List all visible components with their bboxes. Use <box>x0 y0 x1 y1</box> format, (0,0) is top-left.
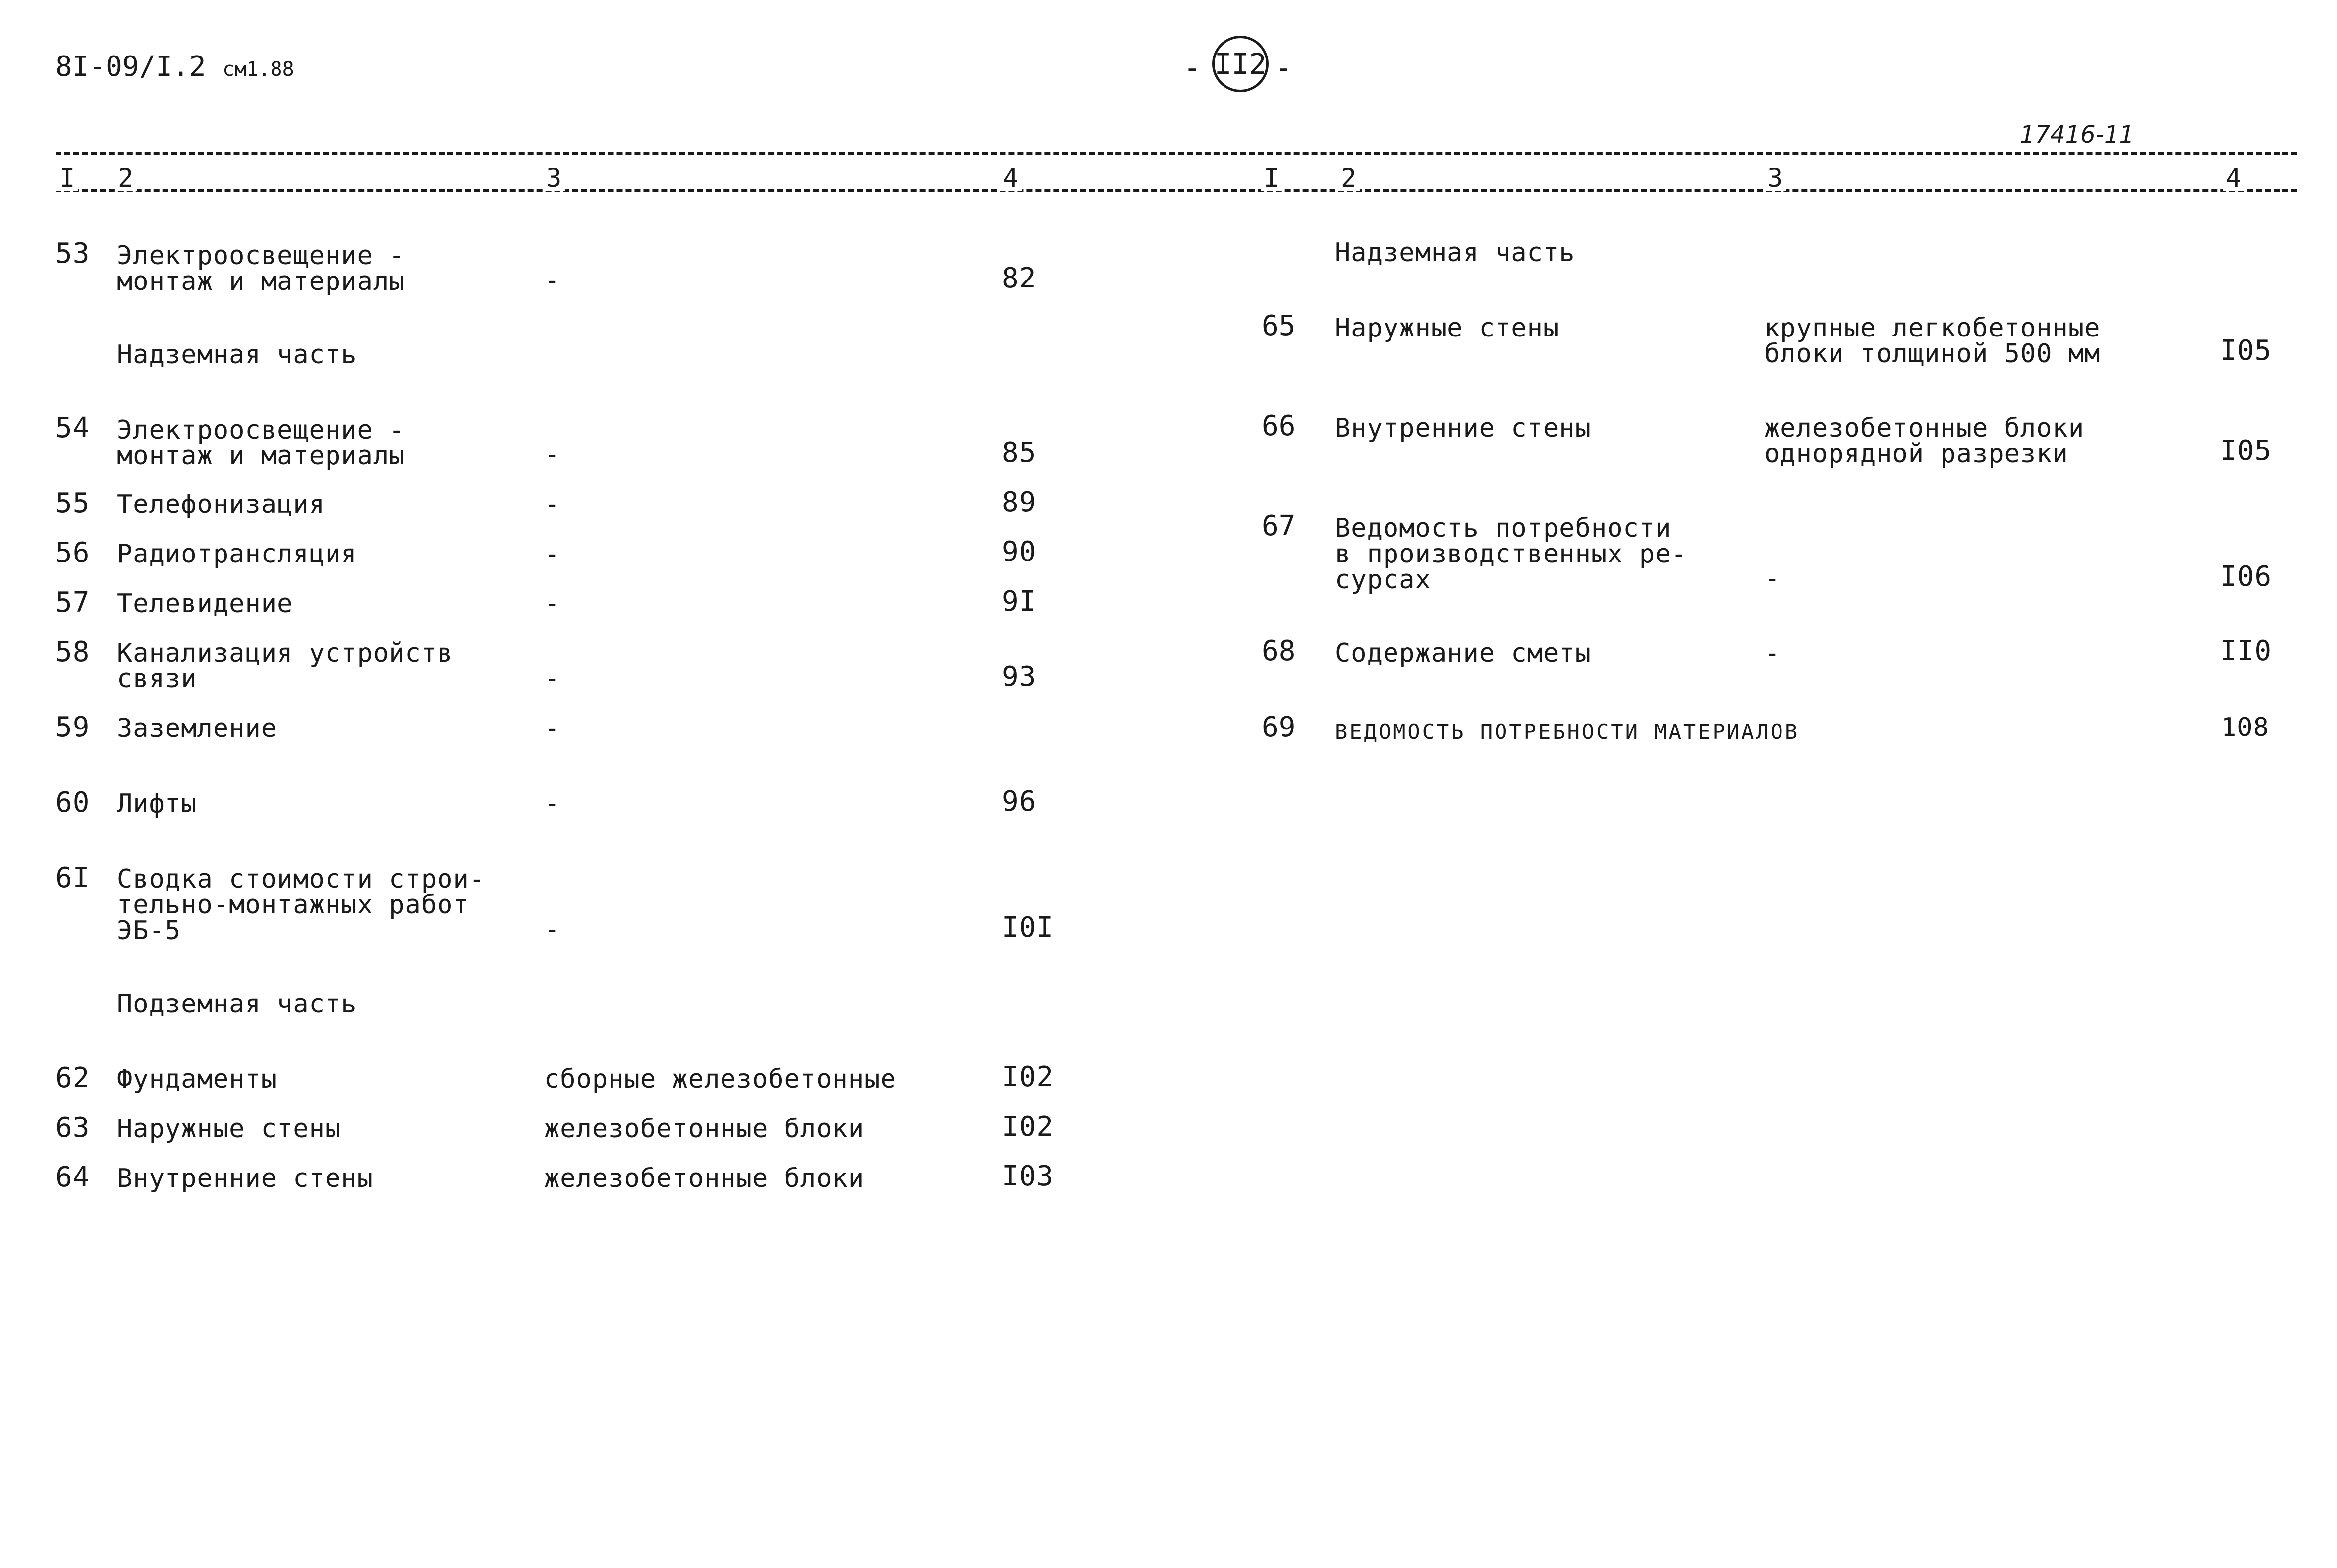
section-heading: Надземная часть <box>117 340 357 370</box>
row-material: - <box>544 915 560 945</box>
row-number: 68 <box>1262 635 1296 667</box>
col-header-left-3: 3 <box>543 166 565 191</box>
row-number: 59 <box>56 711 90 743</box>
row-material: крупные легкобетонные блоки толщиной 500 мм <box>1764 313 2101 369</box>
row-number: 58 <box>56 636 90 668</box>
row-name: Электроосвещение - монтаж и материалы <box>117 241 405 296</box>
row-material: - <box>544 664 560 694</box>
row-number: 55 <box>56 487 90 519</box>
row-number: 62 <box>56 1062 90 1094</box>
row-name: Лифты <box>117 789 197 819</box>
row-number: 60 <box>56 786 90 819</box>
row-material: железобетонные блоки <box>544 1164 865 1193</box>
col-header-right-1: I <box>1261 166 1282 191</box>
inventory-stamp: 17416-11 <box>2020 121 2135 149</box>
row-page: I03 <box>1002 1160 1054 1192</box>
document-code-main: 8I-09/I.2 <box>56 51 206 83</box>
row-material: - <box>544 539 560 569</box>
row-number: 67 <box>1262 510 1296 542</box>
page-number: II2 <box>1212 36 1269 92</box>
row-material: железобетонные блоки однорядной разрезки <box>1764 413 2085 469</box>
row-number: 57 <box>56 586 90 618</box>
row-name: Радиотрансляция <box>117 539 357 569</box>
row-name: Содержание сметы <box>1335 638 1591 668</box>
row-page: 85 <box>1002 437 1037 469</box>
row-page: II0 <box>2220 635 2272 667</box>
row-material: - <box>544 589 560 618</box>
row-number: 56 <box>56 537 90 569</box>
col-header-left-2: 2 <box>115 166 137 191</box>
row-page: I05 <box>2220 435 2272 467</box>
row-page: I05 <box>2220 335 2272 367</box>
row-material: - <box>1764 564 1781 594</box>
document-code <box>56 51 294 83</box>
row-number: 69 <box>1262 711 1296 743</box>
row-page: 9I <box>1002 585 1037 617</box>
row-name: Телевидение <box>117 589 293 618</box>
row-name: Электроосвещение - монтаж и материалы <box>117 415 405 471</box>
row-page: 82 <box>1002 262 1037 294</box>
row-name: ВЕДОМОСТЬ ПОТРЕБНОСТИ МАТЕРИАЛОВ <box>1335 720 1800 744</box>
section-heading: Надземная часть <box>1335 238 1575 268</box>
row-name: Ведомость потребности в производственных ре- сурсах <box>1335 513 1687 595</box>
row-page: I0I <box>1002 911 1054 944</box>
row-page: I02 <box>1002 1111 1054 1143</box>
row-material: - <box>544 440 560 470</box>
table-header-rule <box>56 189 2297 192</box>
row-number: 53 <box>56 237 90 270</box>
row-number: 63 <box>56 1112 90 1144</box>
row-name: Канализация устройств связи <box>117 638 453 694</box>
row-name: Заземление <box>117 714 278 743</box>
col-header-right-3: 3 <box>1764 166 1786 191</box>
row-name: Фундаменты <box>117 1064 278 1094</box>
row-name: Наружные стены <box>1335 313 1559 343</box>
row-number: 54 <box>56 412 90 444</box>
row-material: - <box>1764 638 1781 668</box>
row-number: 6I <box>56 862 90 894</box>
row-name: Сводка стоимости строи- тельно-монтажных работ ЭБ-5 <box>117 864 486 946</box>
col-header-right-2: 2 <box>1338 166 1360 191</box>
col-header-left-4: 4 <box>1000 166 1022 191</box>
row-name: Внутренние стены <box>117 1164 373 1193</box>
row-page: 93 <box>1002 661 1037 693</box>
row-page: 89 <box>1002 486 1037 518</box>
row-number: 65 <box>1262 310 1296 342</box>
page-number-dash-left: - <box>1183 51 1202 85</box>
row-page: I02 <box>1002 1061 1054 1093</box>
col-header-right-4: 4 <box>2223 166 2245 191</box>
row-number: 66 <box>1262 410 1296 442</box>
row-material: - <box>544 490 560 519</box>
row-material: сборные железобетонные <box>544 1064 896 1094</box>
table-top-rule <box>56 152 2297 155</box>
row-page: 96 <box>1002 785 1037 818</box>
row-page: 108 <box>2221 713 2269 742</box>
document-code-suffix: см1.88 <box>223 58 294 81</box>
page-number-dash-right: - <box>1275 51 1293 85</box>
row-name: Наружные стены <box>117 1114 341 1144</box>
row-page: 90 <box>1002 536 1037 568</box>
row-material: железобетонные блоки <box>544 1114 865 1144</box>
row-name: Внутренние стены <box>1335 413 1591 443</box>
col-header-left-1: I <box>56 166 78 191</box>
row-name: Телефонизация <box>117 490 325 519</box>
section-heading: Подземная часть <box>117 989 357 1019</box>
row-material: - <box>544 714 560 743</box>
row-material: - <box>544 789 560 819</box>
row-number: 64 <box>56 1161 90 1193</box>
row-page: I06 <box>2220 560 2272 593</box>
row-material: - <box>544 266 560 295</box>
